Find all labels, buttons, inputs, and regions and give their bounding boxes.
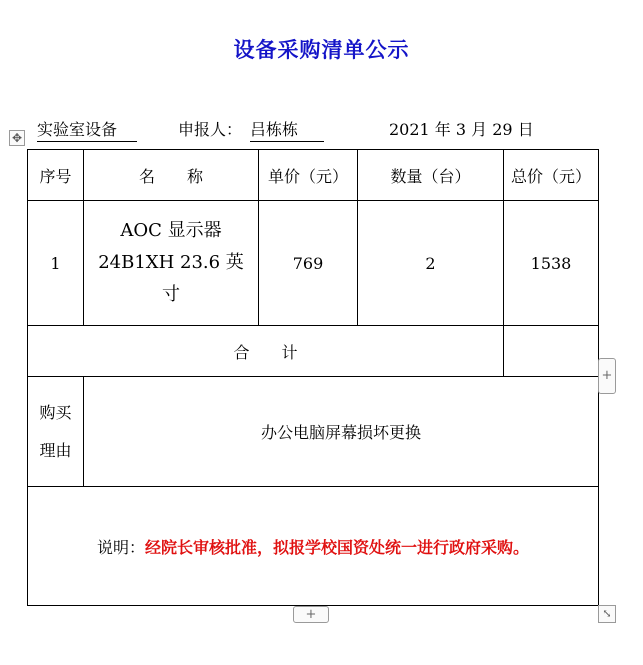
item-seq: 1 (28, 201, 84, 326)
total-row (28, 326, 599, 377)
note-row (28, 487, 599, 606)
item-quantity: 2 (358, 201, 504, 326)
reason-text: 办公电脑屏幕损坏更换 (84, 377, 599, 487)
applicant-label: 申报人： (178, 120, 243, 139)
table-header-row (28, 150, 599, 201)
table-row (28, 201, 599, 326)
item-name-line1: AOC 显示器 (120, 220, 222, 241)
add-column-button[interactable]: + (598, 358, 616, 394)
reason-row (28, 377, 599, 487)
note-text: 经院长审核批准，拟报学校国资处统一进行政府采购。 (145, 537, 530, 557)
header-quantity: 数量（台） (358, 150, 504, 201)
reason-label-line1: 购买 (39, 402, 72, 422)
note-label: 说明： (96, 537, 145, 557)
total-label: 合 计 (28, 326, 504, 377)
table-resize-icon[interactable]: ⤡ (598, 605, 616, 623)
item-unit-price: 769 (259, 201, 358, 326)
header-total-price: 总价（元） (504, 150, 599, 201)
item-total-price: 1538 (504, 201, 599, 326)
item-name-line2: 24B1XH 23.6 英 (98, 252, 244, 273)
table-move-icon[interactable]: ✥ (9, 130, 25, 146)
reason-label-cell (28, 377, 84, 487)
note-cell (28, 487, 599, 606)
purchase-table (27, 149, 599, 606)
document-title: 设备采购清单公示 (233, 37, 410, 62)
header-unit-price: 单价（元） (259, 150, 358, 201)
reason-label-line2: 理由 (39, 440, 72, 460)
header-seq: 序号 (28, 150, 84, 201)
applicant-name: 吕栋栋 (250, 117, 324, 142)
item-name-line3: 寸 (162, 284, 180, 305)
application-date: 2021 年 3 月 29 日 (389, 120, 534, 139)
header-name: 名 称 (84, 150, 259, 201)
total-value (504, 326, 599, 377)
item-name-cell (84, 201, 259, 326)
add-row-button[interactable]: + (293, 606, 329, 623)
department: 实验室设备 (37, 117, 137, 142)
